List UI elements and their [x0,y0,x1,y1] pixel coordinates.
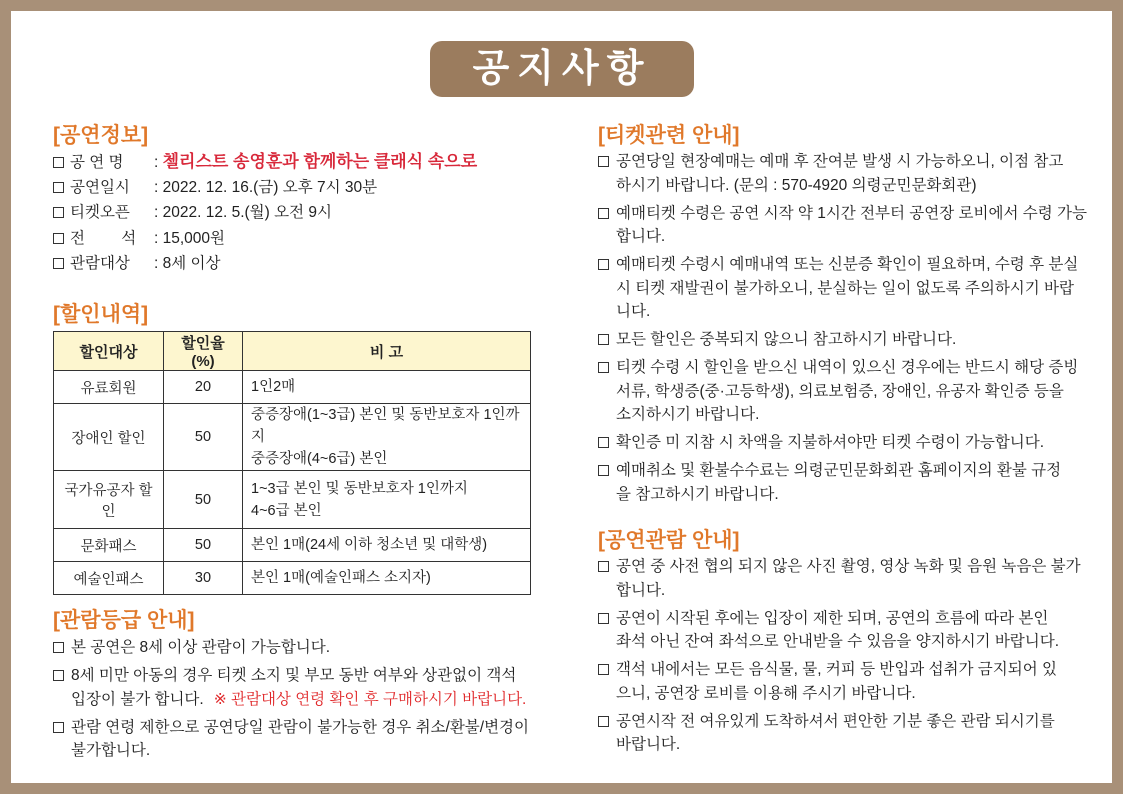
item-line [598,555,1081,579]
line-text: 예매티켓 수령은 공연 시작 약 1시간 전부터 공연장 로비에서 수령 가능 [616,204,1087,222]
discount-target: 유료회원 [54,371,164,404]
list-item [598,607,1081,654]
discount-rate: 50 [164,404,243,471]
checkbox-square-icon [598,437,609,448]
rating-heading: [관람등급 안내] [53,609,195,632]
item-line [598,710,1081,734]
checkbox-square-icon [53,670,64,681]
discount-notes [243,471,531,529]
item-line [598,682,1081,706]
list-item [53,716,529,763]
item-line [53,636,529,660]
table-header-row [54,332,531,371]
discount-rate: 30 [164,562,243,595]
info-label: 티켓오픈 [70,204,130,221]
item-line [598,328,1087,352]
info-row [53,226,477,252]
line-text: 합니다. [616,228,666,245]
item-line [53,688,529,712]
checkbox-square-icon [598,664,609,675]
list-item [598,253,1087,324]
checkbox-square-icon [598,716,609,727]
note-line: 1인2매 [251,379,296,395]
table-row [54,471,531,529]
age-warning: ※ 관람대상 연령 확인 후 구매하시기 바랍니다. [213,690,527,708]
info-label: 관람대상 [70,255,130,272]
item-line [598,225,1087,249]
line-text: 예매취소 및 환불수수료는 의령군민문화회관 홈페이지의 환불 규정 [616,462,1062,479]
item-line [53,664,529,688]
info-value: 2022. 12. 16.(금) 오후 7시 30분 [162,178,378,196]
table-row [54,371,531,404]
rating-list [53,636,529,767]
discount-rate: 50 [164,471,243,529]
discount-target: 예술인패스 [54,562,164,595]
line-text: 8세 미만 아동의 경우 티켓 소지 및 부모 동반 여부와 상관없이 객석 [71,667,517,684]
page-title: 공지사항 [430,41,694,97]
item-line [598,380,1087,404]
discount-target: 문화패스 [54,529,164,562]
discount-rate: 20 [164,371,243,404]
table-row [54,404,531,471]
note-line: 중증장애(4~6급) 본인 [251,451,388,467]
checkbox-square-icon [598,156,609,167]
list-item [598,459,1087,506]
discount-heading: [할인내역] [53,303,149,326]
checkbox-square-icon [598,561,609,572]
checkbox-square-icon [53,722,64,733]
line-text: 시 티켓 재발권이 불가하오니, 분실하는 일이 없도록 주의하시기 바랍 [616,279,1075,297]
line-text: 공연이 시작된 후에는 입장이 제한 되며, 공연의 흐름에 따라 본인 [616,609,1049,627]
table-row [54,562,531,595]
viewing-list [598,555,1081,761]
checkbox-square-icon [598,362,609,373]
info-row [53,251,477,277]
note-line: 본인 1매(예술인패스 소지자) [251,570,431,586]
item-line [598,607,1081,631]
checkbox-square-icon [53,233,64,244]
item-line [598,733,1081,757]
checkbox-square-icon [53,182,64,193]
discount-notes [243,404,531,471]
line-text: 하시기 바랍니다. (문의 : 570-4920 의령군민문화회관) [616,176,977,194]
line-text: 을 참고하시기 바랍니다. [616,485,779,503]
table-row [54,529,531,562]
line-text: 으니, 공연장 로비를 이용해 주시기 바랍니다. [616,684,916,702]
info-row [53,175,477,201]
list-item [598,431,1087,455]
line-text: 티켓 수령 시 할인을 받으신 내역이 있으신 경우에는 반드시 해당 증빙 [616,359,1079,376]
line-text: 모든 할인은 중복되지 않으니 참고하시기 바랍니다. [616,331,957,348]
line-text: 공연 중 사전 협의 되지 않은 사진 촬영, 영상 녹화 및 음원 녹음은 불가 [616,558,1081,575]
checkbox-square-icon [53,258,64,269]
item-line [598,579,1081,603]
info-value: 8세 이상 [162,255,221,272]
item-line [598,174,1087,198]
list-item [598,658,1081,705]
note-line: 본인 1매(24세 이하 청소년 및 대학생) [251,537,488,553]
colon: : [154,229,163,247]
line-text: 객석 내에서는 모든 음식물, 물, 커피 등 반입과 섭취가 금지되어 있 [616,661,1057,678]
checkbox-square-icon [53,157,64,168]
list-item [598,356,1087,427]
discount-notes [243,371,531,404]
checkbox-square-icon [598,334,609,345]
line-text: 서류, 학생증(중·고등학생), 의료보험증, 장애인, 유공자 확인증 등을 [616,382,1064,400]
info-value: 2022. 12. 5.(월) 오전 9시 [162,204,332,221]
checkbox-square-icon [598,259,609,270]
note-line: 4~6급 본인 [251,502,322,519]
viewing-heading: [공연관람 안내] [598,529,740,552]
checkbox-square-icon [53,642,64,653]
list-item [598,150,1087,197]
line-text: 공연당일 현장예매는 예매 후 잔여분 발생 시 가능하오니, 이점 참고 [616,153,1064,170]
item-line [598,253,1087,277]
checkbox-square-icon [598,208,609,219]
colon: : [154,178,163,196]
line-text: 니다. [616,303,651,320]
performance-info-heading: [공연정보] [53,124,149,147]
item-line [598,150,1087,174]
performance-info [53,149,477,277]
list-item [598,328,1087,352]
discount-target: 장애인 할인 [54,404,164,471]
checkbox-square-icon [598,465,609,476]
line-text: 바랍니다. [616,736,681,753]
item-line [598,277,1087,301]
ticket-heading: [티켓관련 안내] [598,124,740,147]
line-text: 불가합니다. [71,742,151,759]
colon: : [154,154,163,171]
discount-rate: 50 [164,529,243,562]
list-item [598,555,1081,602]
note-line: 1~3급 본인 및 동반보호자 1인까지 [251,480,468,497]
column-header: 할인율(%) [164,332,243,371]
info-value: 첼리스트 송영훈과 함께하는 클래식 속으로 [162,152,478,171]
line-text: 합니다. [616,581,666,599]
discount-target: 국가유공자 할인 [54,471,164,529]
info-label: 공연일시 [70,178,130,196]
line-text: 본 공연은 8세 이상 관람이 가능합니다. [71,639,331,656]
info-row [53,149,477,175]
item-line [598,403,1087,427]
line-text: 예매티켓 수령시 예매내역 또는 신분증 확인이 필요하며, 수령 후 분실 [616,256,1079,273]
line-text: 좌석 아닌 잔여 좌석으로 안내받을 수 있음을 양지하시기 바랍니다. [616,633,1060,650]
item-line [598,356,1087,380]
line-text: 소지하시기 바랍니다. [616,406,760,423]
column-header: 비 고 [243,332,531,371]
item-line [598,630,1081,654]
item-line [598,202,1087,226]
line-text: 확인증 미 지참 시 차액을 지불하셔야만 티켓 수령이 가능합니다. [616,434,1045,451]
colon: : [154,255,163,272]
line-text: 공연시작 전 여유있게 도착하셔서 편안한 기분 좋은 관람 되시기를 [616,712,1055,730]
item-line [598,459,1087,483]
line-text: 입장이 불가 합니다. [71,690,204,708]
colon: : [154,204,163,221]
ticket-list [598,150,1087,511]
item-line [598,300,1087,324]
note-line: 중증장애(1~3급) 본인 및 동반보호자 1인까지 [251,407,520,445]
info-label: 공 연 명 [70,154,124,171]
item-line [598,658,1081,682]
list-item [598,202,1087,249]
list-item [53,664,529,711]
item-line [53,716,529,740]
item-line [53,739,529,763]
checkbox-square-icon [53,207,64,218]
list-item [53,636,529,660]
checkbox-square-icon [598,613,609,624]
item-line [598,431,1087,455]
item-line [598,483,1087,507]
info-row [53,200,477,226]
column-header: 할인대상 [54,332,164,371]
list-item [598,710,1081,757]
discount-notes [243,529,531,562]
info-value: 15,000원 [162,229,226,247]
info-label: 전 석 [70,229,137,247]
discount-notes [243,562,531,595]
discount-table [53,331,531,595]
line-text: 관람 연령 제한으로 공연당일 관람이 불가능한 경우 취소/환불/변경이 [71,718,530,736]
